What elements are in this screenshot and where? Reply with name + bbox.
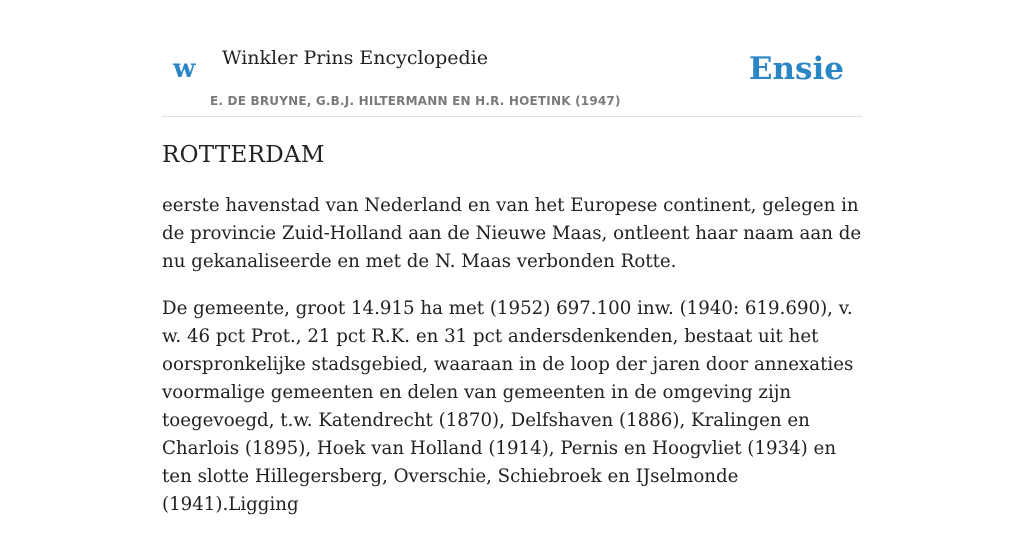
- winkler-prins-logo[interactable]: w: [173, 54, 196, 84]
- ensie-logo[interactable]: Ensie: [748, 51, 844, 87]
- entry-content: [162, 192, 862, 538]
- entry-paragraph: De gemeente, groot 14.915 ha met (1952) 697.100 inw. (1940: 619.690), v. w. 46 pct Prot., 21 pct R.K. en 31 pct andersdenkenden, bestaat uit het oorspronkelijke stadsgebied, waaraan in de loop der jaren door annexaties voormalige gemeenten en delen van gemeenten in de omgeving zijn toegevoegd, t.w. Katendrecht (1870), Delfshaven (1886), Kralingen en Charlois (1895), Hoek van Holland (1914), Pernis en Hoogvliet (1934) en ten slotte Hillegersberg, Overschie, Schiebroek en IJselmonde (1941).Ligging: [162, 298, 854, 515]
- header: [162, 40, 862, 117]
- entry-paragraph: eerste havenstad van Nederland en van het Europese continent, gelegen in de provincie Zuid-Holland aan de Nieuwe Maas, ontleent haar naam aan de nu gekanaliseerde en met de N. Maas verbonden Rotte.: [162, 195, 862, 272]
- entry-title: ROTTERDAM: [162, 142, 325, 168]
- book-title[interactable]: Winkler Prins Encyclopedie: [222, 47, 488, 69]
- book-authors: E. DE BRUYNE, G.B.J. HILTERMANN EN H.R. HOETINK (1947): [210, 94, 621, 108]
